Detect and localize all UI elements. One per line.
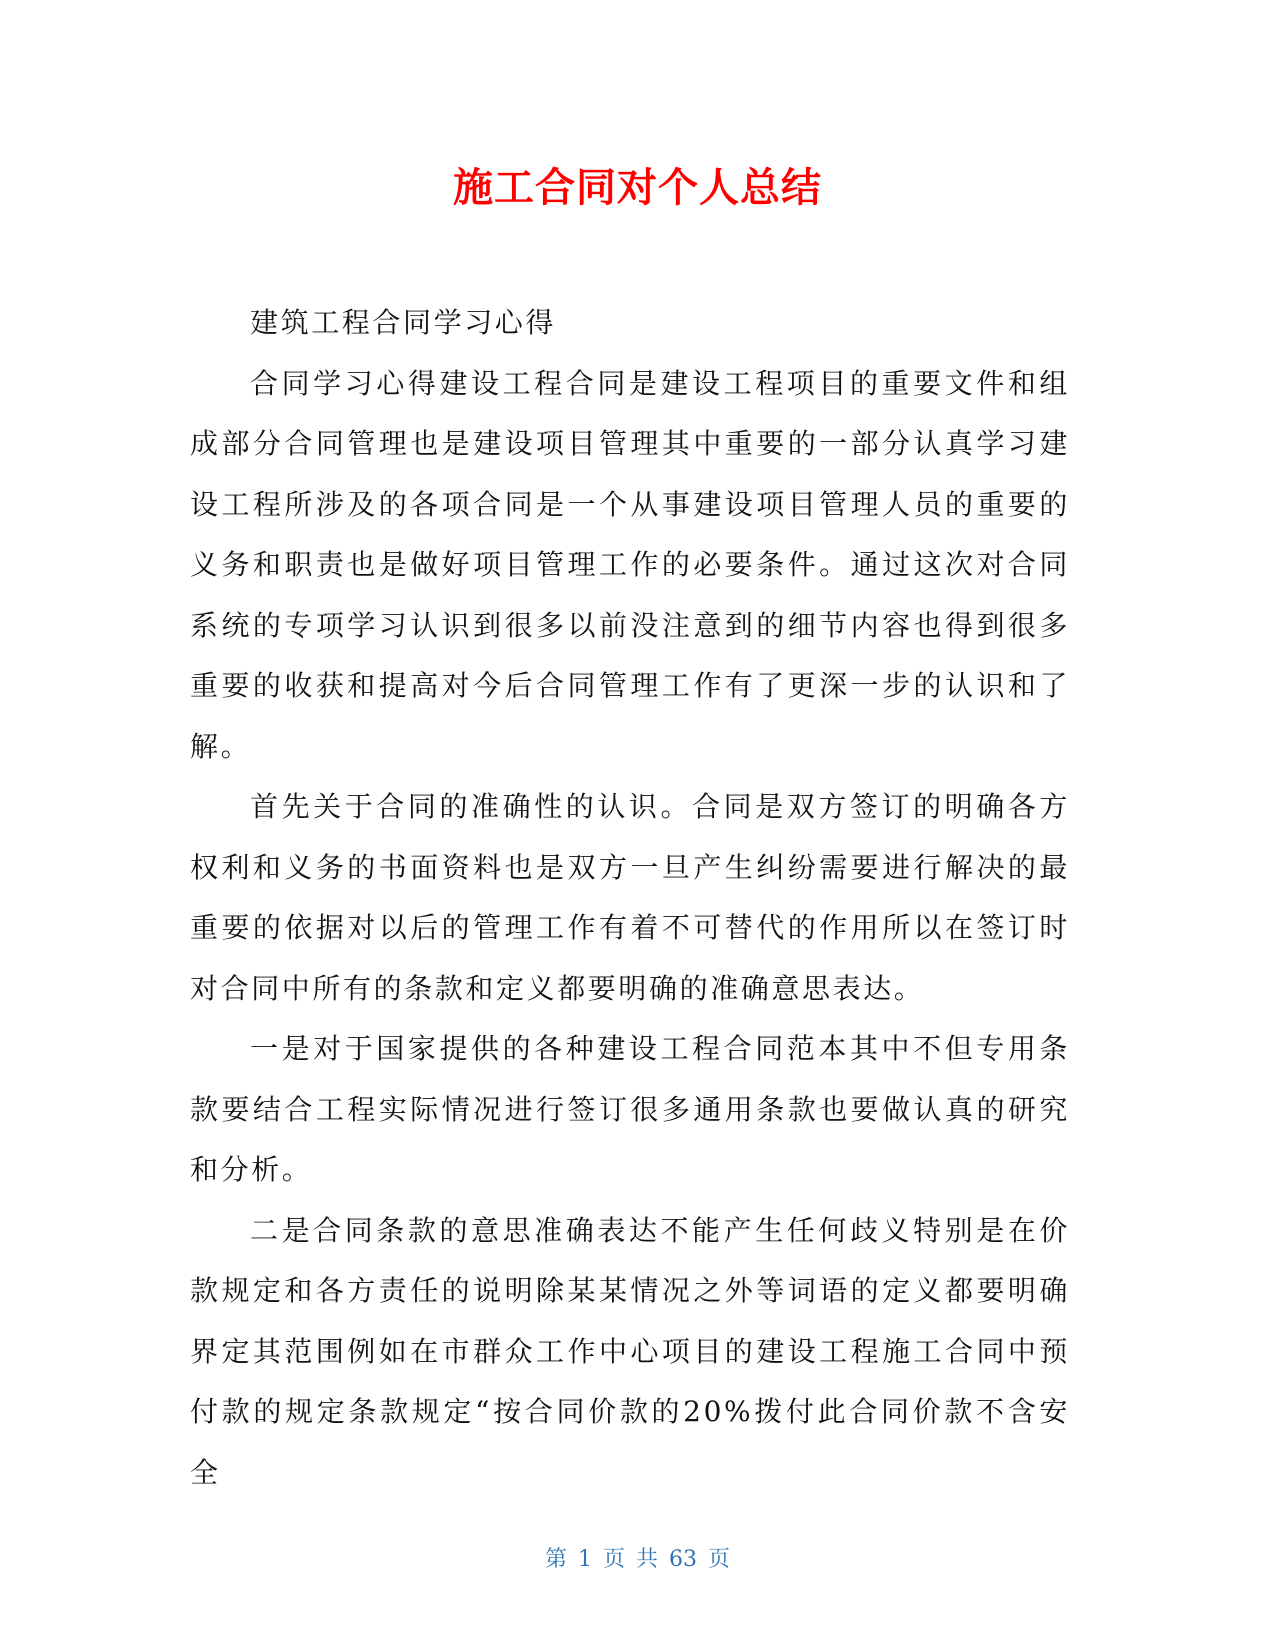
page-number-footer: 第 1 页 共 63 页: [545, 1547, 730, 1572]
paragraph-heading: 建筑工程合同学习心得: [250, 306, 557, 339]
paragraph: 首先关于合同的准确性的认识。合同是双方签订的明确各方权利和义务的书面资料也是双方一旦产生纠纷需要进行解决的最重要的依据对以后的管理工作有着不可替代的作用所以在签订时对合同中所有的条款和定义都要明确的准确意思表达。: [190, 790, 1070, 1005]
paragraph: 一是对于国家提供的各种建设工程合同范本其中不但专用条款要结合工程实际情况进行签订很多通用条款也要做认真的研究和分析。: [190, 1032, 1070, 1186]
document-title: 施工合同对个人总结: [453, 165, 822, 211]
document-body: [190, 293, 1070, 1503]
paragraph: 合同学习心得建设工程合同是建设工程项目的重要文件和组成部分合同管理也是建设项目管理其中重要的一部分认真学习建设工程所涉及的各项合同是一个从事建设项目管理人员的重要的义务和职责也是做好项目管理工作的必要条件。通过这次对合同系统的专项学习认识到很多以前没注意到的细节内容也得到很多重要的收获和提高对今后合同管理工作有了更深一步的认识和了解。: [190, 366, 1070, 763]
paragraph: 二是合同条款的意思准确表达不能产生任何歧义特别是在价款规定和各方责任的说明除某某情况之外等词语的定义都要明确界定其范围例如在市群众工作中心项目的建设工程施工合同中预付款的规定条款规定“按合同价款的20%拨付此合同价款不含安全: [190, 1213, 1070, 1489]
